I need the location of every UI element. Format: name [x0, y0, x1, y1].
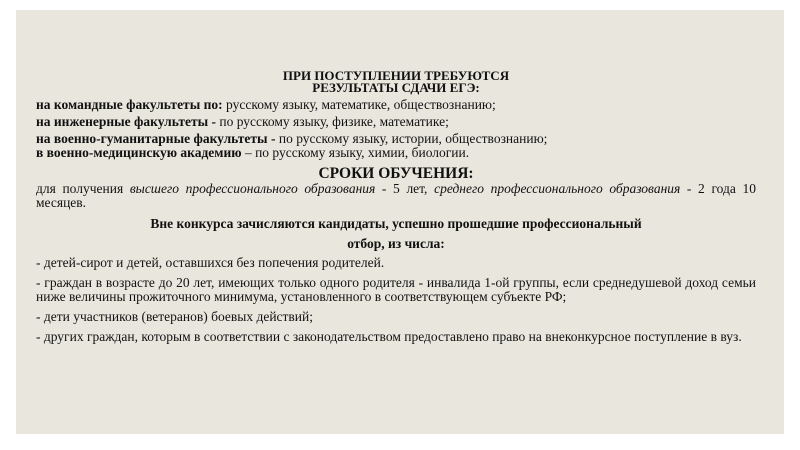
exam-item-label: на военно-гуманитарные факультеты - [36, 131, 276, 146]
exam-item-label: на командные факультеты по: [36, 97, 223, 112]
slide-content [36, 70, 756, 344]
noncompetitive-heading-line-2: отбор, из числа: [347, 236, 445, 251]
slide [16, 10, 784, 434]
terms-secondary-education: среднего профессионального образования [434, 181, 681, 196]
terms-higher-education: высшего профессионального образования [129, 181, 376, 196]
title-line-2: РЕЗУЛЬТАТЫ СДАЧИ ЕГЭ: [312, 80, 480, 95]
exam-item-text: по русскому языку, истории, обществознанию; [275, 131, 548, 146]
list-item: - граждан в возрасте до 20 лет, имеющих только одного родителя - инвалида 1-ой группы, если среднедушевой доход семьи ниже величины прожиточного минимума, установленного в соответствующем субъекте РФ; [36, 275, 756, 304]
exam-item-text: русскому языку, математике, обществознанию; [222, 97, 496, 112]
list-item: - дети участников (ветеранов) боевых действий; [36, 309, 314, 324]
list-item: - других граждан, которым в соответствии с законодательством предоставлено право на внеконкурсное поступление в вуз. [36, 329, 742, 344]
terms-paragraph [36, 182, 756, 210]
exam-item-label: на инженерные факультеты - [36, 114, 216, 129]
terms-text: для получения [36, 181, 130, 196]
exam-item-medical [36, 146, 756, 160]
exam-item-text: – по русскому языку, химии, биологии. [241, 145, 470, 160]
exam-item-label: в военно-медицинскую академию [36, 145, 242, 160]
list-item: - детей-сирот и детей, оставшихся без попечения родителей. [36, 255, 385, 270]
exam-item-text: по русскому языку, физике, математике; [215, 114, 449, 129]
exam-item-command [36, 98, 756, 112]
terms-text: - 2 года 10 месяцев. [36, 181, 757, 210]
exam-item-engineering [36, 115, 756, 129]
title-line-1: ПРИ ПОСТУПЛЕНИИ ТРЕБУЮТСЯ [282, 68, 510, 83]
noncompetitive-heading-line-1: Вне конкурса зачисляются кандидаты, успешно прошедшие профессиональный [150, 216, 642, 231]
exam-item-humanitarian [36, 132, 756, 146]
terms-text: - 5 лет, [375, 181, 435, 196]
terms-heading: СРОКИ ОБУЧЕНИЯ: [318, 165, 474, 182]
